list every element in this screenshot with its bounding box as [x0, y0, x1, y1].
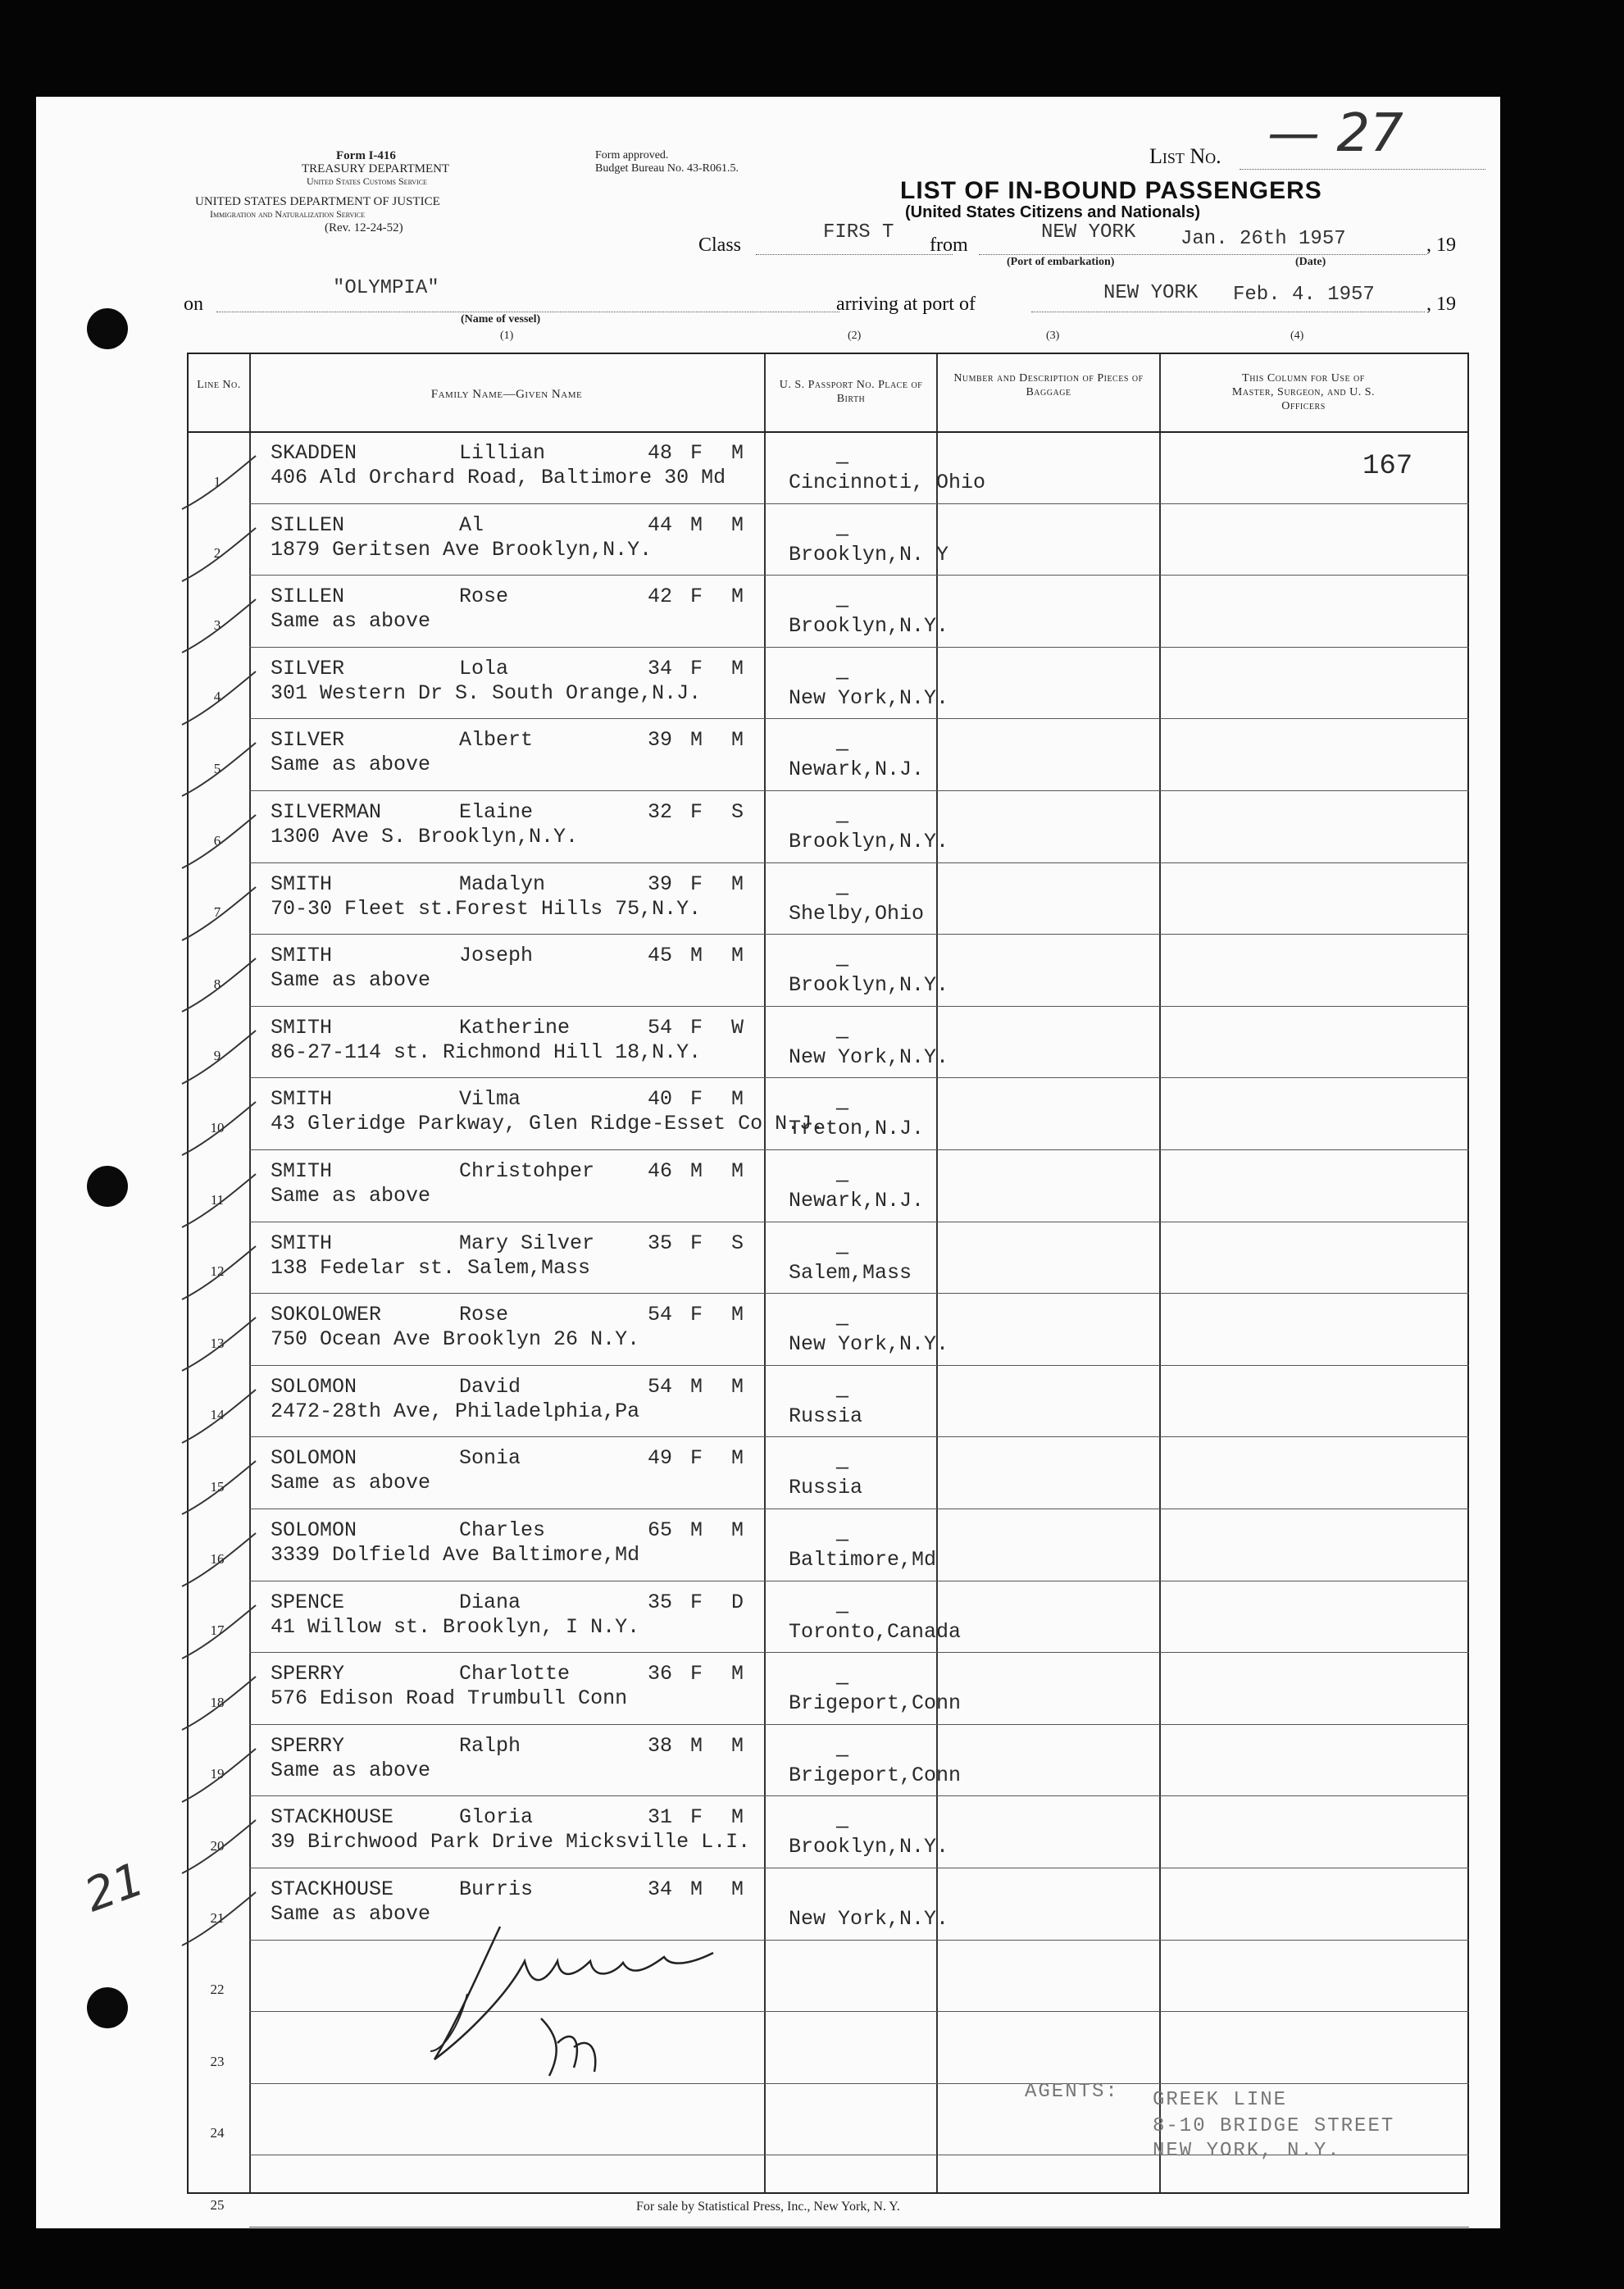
passenger-given-name: Vilma [459, 1087, 521, 1112]
officer-signature [418, 1912, 844, 2117]
line-number: 25 [210, 2197, 225, 2213]
passenger-passport: — [836, 881, 849, 906]
passenger-family-name: STACKHOUSE [271, 1877, 394, 1901]
passenger-age: 44 [648, 512, 673, 537]
row-rule [249, 2227, 1469, 2228]
passenger-given-name: Rose [459, 1303, 509, 1327]
passenger-marital-status: M [731, 512, 744, 537]
passenger-birthplace: Newark,N.J. [789, 758, 925, 782]
passenger-given-name: Elaine [459, 800, 534, 824]
passenger-marital-status: S [731, 800, 744, 824]
passenger-address: 70-30 Fleet st.Forest Hills 75,N.Y. [271, 896, 702, 921]
passenger-age: 54 [648, 1374, 673, 1399]
passenger-age: 65 [648, 1518, 673, 1542]
line-number: 18 [210, 1694, 225, 1710]
passenger-sex: M [690, 1518, 703, 1542]
row-rule [249, 647, 1469, 648]
divider-baggage-col [1159, 354, 1161, 2192]
passenger-passport: — [836, 1169, 849, 1193]
check-mark [174, 1238, 264, 1312]
passenger-age: 31 [648, 1805, 673, 1830]
passenger-marital-status: M [731, 441, 744, 465]
passenger-age: 36 [648, 1662, 673, 1686]
passenger-address: 1300 Ave S. Brooklyn,N.Y. [271, 825, 579, 849]
passenger-birthplace: Brooklyn,N.Y. [789, 614, 949, 639]
margin-handwritten-note: 21 [78, 1852, 152, 1923]
passenger-address: Same as above [271, 1758, 431, 1782]
column-index-1: (1) [500, 330, 514, 342]
row-rule [249, 575, 1469, 576]
line-number: 10 [210, 1120, 225, 1135]
passenger-address: Same as above [271, 753, 431, 777]
treasury-department: TREASURY DEPARTMENT [302, 162, 450, 175]
passenger-passport: — [836, 1672, 849, 1696]
agents-label: AGENTS: [1025, 2081, 1119, 2103]
column-index-2: (2) [848, 330, 862, 342]
line-number: 3 [213, 617, 221, 633]
passenger-age: 54 [648, 1015, 673, 1040]
passenger-marital-status: M [731, 1446, 744, 1471]
passenger-family-name: SILVERMAN [271, 800, 382, 824]
passenger-passport: — [836, 1384, 849, 1408]
passenger-family-name: SILVER [271, 656, 345, 680]
footer-printer: For sale by Statistical Press, Inc., New York, N. Y. [636, 2200, 900, 2214]
passenger-age: 46 [648, 1159, 673, 1183]
passenger-birthplace: Brooklyn,N.Y. [789, 973, 949, 998]
passenger-sex: M [690, 1159, 703, 1183]
passenger-age: 39 [648, 728, 673, 753]
column-index-4: (4) [1290, 330, 1304, 342]
row-rule [249, 1652, 1469, 1653]
passenger-family-name: SILLEN [271, 585, 345, 609]
line-number: 12 [210, 1263, 225, 1280]
passenger-address: Same as above [271, 1184, 431, 1208]
column-index-3: (3) [1046, 330, 1060, 342]
punch-hole-top [87, 308, 128, 349]
passenger-age: 34 [648, 1877, 673, 1901]
passenger-family-name: SILVER [271, 728, 345, 753]
passenger-marital-status: M [731, 728, 744, 753]
passenger-given-name: Ralph [459, 1733, 521, 1758]
passenger-marital-status: M [731, 871, 744, 896]
passenger-address: 406 Ald Orchard Road, Baltimore 30 Md [271, 466, 726, 489]
row-rule [249, 718, 1469, 719]
passenger-age: 32 [648, 800, 673, 824]
passenger-sex: M [690, 512, 703, 537]
document-subtitle: (United States Citizens and Nationals) [905, 203, 1201, 221]
passenger-marital-status: M [731, 1374, 744, 1399]
port-caption: (Port of embarkation) [1007, 256, 1115, 268]
check-mark [174, 591, 264, 665]
passenger-marital-status: M [731, 1662, 744, 1686]
line-number: 7 [213, 904, 221, 921]
document-title: LIST OF IN-BOUND PASSENGERS [900, 177, 1322, 204]
from-label: from [930, 234, 968, 256]
passenger-address: 86-27-114 st. Richmond Hill 18,N.Y. [271, 1040, 702, 1064]
passenger-address: Same as above [271, 609, 431, 634]
agents-line-1: GREEK LINE [1153, 2089, 1288, 2111]
passenger-passport: — [836, 1240, 849, 1265]
officer-note: 167 [1362, 451, 1413, 482]
header-baggage: Number and Description of Pieces of Baggage [953, 372, 1144, 398]
passenger-given-name: Burris [459, 1877, 534, 1901]
passenger-given-name: Katherine [459, 1015, 571, 1040]
passenger-family-name: SILLEN [271, 512, 345, 537]
agents-line-2: 8-10 BRIDGE STREET [1153, 2115, 1395, 2137]
passenger-marital-status: M [731, 1087, 744, 1112]
passenger-family-name: SMITH [271, 1015, 333, 1040]
class-value: FIRS T [823, 221, 894, 243]
passenger-passport: — [836, 594, 849, 619]
line-number: 21 [210, 1909, 225, 1926]
line-number: 16 [210, 1550, 225, 1567]
line-number: 11 [210, 1191, 225, 1208]
passenger-given-name: Diana [459, 1590, 521, 1614]
check-mark [174, 1668, 264, 1742]
passenger-family-name: SKADDEN [271, 441, 357, 465]
passenger-sex: F [690, 441, 703, 465]
passenger-age: 35 [648, 1231, 673, 1255]
from-date: Jan. 26th 1957 [1180, 228, 1346, 250]
department-of-justice: UNITED STATES DEPARTMENT OF JUSTICE [195, 195, 440, 208]
passenger-sex: M [690, 728, 703, 753]
check-mark [174, 1884, 264, 1958]
row-rule [249, 1795, 1469, 1796]
passenger-birthplace: Newark,N.J. [789, 1189, 925, 1213]
header-officers: This Column for Use of Master, Surgeon, and U. S. Officers [1231, 372, 1376, 412]
from-year-suffix: , 19 [1426, 234, 1456, 256]
check-mark [174, 1022, 264, 1096]
passenger-address: 2472-28th Ave, Philadelphia,Pa [271, 1399, 640, 1423]
passenger-sex: F [690, 1805, 703, 1830]
row-rule [249, 1293, 1469, 1294]
passenger-address: 43 Gleridge Parkway, Glen Ridge-Esset Co N.J. [271, 1112, 825, 1136]
passenger-family-name: SPERRY [271, 1733, 345, 1758]
customs-service: United States Customs Service [307, 175, 427, 187]
list-no-line [1240, 169, 1485, 170]
passenger-passport: — [836, 1456, 849, 1481]
header-name: Family Name—Given Name [430, 388, 583, 401]
row-rule [249, 790, 1469, 791]
passenger-given-name: Gloria [459, 1805, 534, 1830]
check-mark [174, 1741, 264, 1814]
passenger-marital-status: M [731, 1733, 744, 1758]
passenger-sex: F [690, 1087, 703, 1112]
agents-line-3: NEW YORK, N.Y. [1153, 2140, 1341, 2162]
passenger-marital-status: M [731, 944, 744, 968]
passenger-family-name: SOLOMON [271, 1374, 357, 1399]
passenger-sex: F [690, 1231, 703, 1255]
line-number: 20 [210, 1838, 225, 1854]
passenger-marital-status: S [731, 1231, 744, 1255]
check-mark [174, 735, 264, 808]
check-mark [174, 448, 264, 521]
passenger-address: 1879 Geritsen Ave Brooklyn,N.Y. [271, 537, 653, 562]
passenger-passport: — [836, 1743, 849, 1768]
header-line-no: Line No. [197, 379, 241, 391]
passenger-given-name: Mary Silver [459, 1231, 595, 1255]
check-mark [174, 879, 264, 953]
line-number: 2 [213, 545, 221, 562]
passenger-family-name: SMITH [271, 1231, 333, 1255]
passenger-sex: F [690, 1015, 703, 1040]
line-number: 5 [213, 761, 221, 776]
passenger-age: 39 [648, 871, 673, 896]
arriving-label: arriving at port of [836, 294, 976, 315]
passenger-family-name: SOLOMON [271, 1446, 357, 1471]
passenger-passport: — [836, 1025, 849, 1049]
passenger-birthplace: New York,N.Y. [789, 1044, 949, 1069]
passenger-sex: M [690, 944, 703, 968]
passenger-given-name: Lillian [459, 441, 546, 465]
form-revision: (Rev. 12-24-52) [325, 221, 403, 234]
row-rule [249, 1724, 1469, 1725]
line-number: 6 [213, 832, 221, 849]
row-rule [249, 1149, 1469, 1150]
passenger-passport: — [836, 1528, 849, 1552]
punch-hole-bottom [87, 1987, 128, 2028]
passenger-birthplace: New York,N.Y. [789, 1332, 949, 1357]
check-mark [174, 1597, 264, 1671]
check-mark [174, 950, 264, 1024]
passenger-address: 750 Ocean Ave Brooklyn 26 N.Y. [271, 1327, 640, 1352]
passenger-birthplace: Baltimore,Md [789, 1548, 937, 1572]
header-rule [189, 431, 1467, 433]
passenger-family-name: SOKOLOWER [271, 1303, 382, 1327]
passenger-given-name: Lola [459, 656, 509, 680]
list-no-handwritten: — 27 [1267, 103, 1403, 164]
passenger-given-name: Christohper [459, 1159, 595, 1183]
check-mark [174, 807, 264, 881]
passenger-passport: — [836, 1097, 849, 1122]
passenger-given-name: Al [459, 512, 484, 537]
passenger-address: 138 Fedelar st. Salem,Mass [271, 1255, 591, 1280]
on-label: on [184, 294, 203, 315]
from-line [979, 254, 1426, 255]
passenger-sex: F [690, 1446, 703, 1471]
form-approved: Form approved. [595, 149, 669, 162]
passenger-birthplace: Brooklyn,N.Y. [789, 1835, 949, 1859]
check-mark [174, 663, 264, 737]
line-number: 15 [210, 1479, 225, 1495]
passenger-sex: F [690, 1303, 703, 1327]
budget-bureau: Budget Bureau No. 43-R061.5. [595, 162, 739, 175]
passenger-given-name: Madalyn [459, 871, 546, 896]
vessel-name: "OLYMPIA" [333, 277, 439, 299]
passenger-passport: — [836, 810, 849, 834]
passenger-age: 34 [648, 656, 673, 680]
class-line [756, 254, 953, 255]
check-mark [174, 1309, 264, 1383]
passenger-age: 48 [648, 441, 673, 465]
passenger-age: 38 [648, 1733, 673, 1758]
passenger-birthplace: Salem,Mass [789, 1260, 912, 1285]
check-mark [174, 1381, 264, 1455]
passenger-address: 301 Western Dr S. South Orange,N.J. [271, 680, 702, 705]
passenger-sex: M [690, 1374, 703, 1399]
passenger-sex: M [690, 1877, 703, 1901]
check-mark [174, 1525, 264, 1599]
passenger-address: 3339 Dolfield Ave Baltimore,Md [271, 1543, 640, 1567]
line-number: 13 [210, 1335, 225, 1351]
passenger-marital-status: M [731, 1518, 744, 1542]
form-number: Form I-416 [336, 149, 396, 162]
passenger-family-name: SMITH [271, 871, 333, 896]
passenger-address: Same as above [271, 1471, 431, 1495]
row-rule [249, 503, 1469, 504]
check-mark [174, 520, 264, 594]
passenger-sex: F [690, 1662, 703, 1686]
line-number: 22 [210, 1982, 225, 1998]
from-port: NEW YORK [1041, 221, 1136, 243]
row-rule [249, 934, 1469, 935]
row-rule [249, 1077, 1469, 1078]
passenger-birthplace: Shelby,Ohio [789, 901, 925, 926]
line-number: 17 [210, 1622, 225, 1639]
header-birth: U. S. Passport No. Place of Birth [779, 379, 923, 405]
passenger-birthplace: Toronto,Canada [789, 1619, 962, 1644]
passenger-marital-status: M [731, 1159, 744, 1183]
passenger-family-name: SMITH [271, 944, 333, 968]
passenger-address: 39 Birchwood Park Drive Micksville L.I. [271, 1830, 751, 1854]
passenger-passport: — [836, 522, 849, 547]
passenger-passport: — [836, 1600, 849, 1624]
passenger-passport: — [836, 953, 849, 978]
check-mark [174, 1812, 264, 1886]
passenger-sex: F [690, 871, 703, 896]
line-number: 9 [213, 1048, 221, 1064]
passenger-given-name: Rose [459, 585, 509, 609]
vessel-caption: (Name of vessel) [461, 313, 541, 325]
row-rule [249, 862, 1469, 863]
passenger-sex: F [690, 585, 703, 609]
line-number: 14 [210, 1407, 225, 1423]
row-rule [249, 1365, 1469, 1366]
passenger-given-name: Albert [459, 728, 534, 753]
passenger-family-name: SMITH [271, 1159, 333, 1183]
arrival-port: NEW YORK [1103, 282, 1199, 304]
check-mark [174, 1453, 264, 1527]
passenger-family-name: SOLOMON [271, 1518, 357, 1542]
passenger-birthplace: New York,N.Y. [789, 1907, 949, 1931]
passenger-family-name: SMITH [271, 1087, 333, 1112]
passenger-age: 35 [648, 1590, 673, 1614]
passenger-given-name: Sonia [459, 1446, 521, 1471]
line-number: 1 [213, 473, 221, 489]
row-rule [249, 1006, 1469, 1007]
list-no-label: List No. [1149, 144, 1221, 168]
passenger-birthplace: Brigeport,Conn [789, 1691, 962, 1716]
passenger-given-name: David [459, 1374, 521, 1399]
passenger-sex: F [690, 800, 703, 824]
passenger-marital-status: M [731, 656, 744, 680]
passenger-birthplace: New York,N.Y. [789, 685, 949, 710]
passenger-sex: F [690, 656, 703, 680]
passenger-age: 49 [648, 1446, 673, 1471]
passenger-age: 42 [648, 585, 673, 609]
passenger-birthplace: Brooklyn,N.Y. [789, 830, 949, 853]
passenger-marital-status: D [731, 1590, 744, 1614]
passenger-family-name: STACKHOUSE [271, 1805, 394, 1830]
passenger-sex: M [690, 1733, 703, 1758]
passenger-marital-status: M [731, 585, 744, 609]
passenger-address: 41 Willow st. Brooklyn, I N.Y. [271, 1614, 640, 1639]
passenger-birthplace: Cincinnoti, Ohio [789, 471, 986, 494]
passenger-address: 576 Edison Road Trumbull Conn [271, 1686, 628, 1711]
passenger-family-name: SPERRY [271, 1662, 345, 1686]
arrival-year-suffix: , 19 [1426, 294, 1456, 315]
passenger-age: 45 [648, 944, 673, 968]
line-number: 4 [213, 689, 221, 705]
passenger-given-name: Joseph [459, 944, 534, 968]
check-mark [174, 1094, 264, 1167]
passenger-marital-status: M [731, 1877, 744, 1901]
date-caption: (Date) [1295, 256, 1326, 268]
passenger-birthplace: Brooklyn,N. Y [789, 542, 949, 567]
line-number: 8 [213, 976, 221, 992]
class-label: Class [698, 234, 742, 256]
check-mark [174, 1166, 264, 1240]
passenger-birthplace: Russia [789, 1404, 863, 1428]
passenger-birthplace: Treton,N.J. [789, 1117, 925, 1141]
passenger-passport: — [836, 1313, 849, 1337]
passenger-marital-status: M [731, 1805, 744, 1830]
passenger-given-name: Charles [459, 1518, 546, 1542]
arrival-date: Feb. 4. 1957 [1233, 284, 1375, 306]
punch-hole-middle [87, 1166, 128, 1207]
passenger-birthplace: Russia [789, 1476, 863, 1500]
passenger-age: 40 [648, 1087, 673, 1112]
passenger-passport: — [836, 666, 849, 690]
passenger-passport: — [836, 451, 849, 475]
passenger-passport: — [836, 738, 849, 762]
row-rule [249, 1436, 1469, 1437]
passenger-given-name: Charlotte [459, 1662, 571, 1686]
passenger-age: 54 [648, 1303, 673, 1327]
line-number: 24 [210, 2125, 225, 2141]
immigration-service: Immigration and Naturalization Service [210, 208, 366, 220]
line-number: 19 [210, 1766, 225, 1782]
passenger-marital-status: W [731, 1015, 744, 1040]
passenger-passport: — [836, 1815, 849, 1840]
passenger-birthplace: Brigeport,Conn [789, 1763, 962, 1787]
passenger-marital-status: M [731, 1303, 744, 1327]
passenger-family-name: SPENCE [271, 1590, 345, 1614]
passenger-sex: F [690, 1590, 703, 1614]
line-number: 23 [210, 2053, 225, 2069]
passenger-address: Same as above [271, 968, 431, 993]
passenger-address: Same as above [271, 1902, 431, 1926]
